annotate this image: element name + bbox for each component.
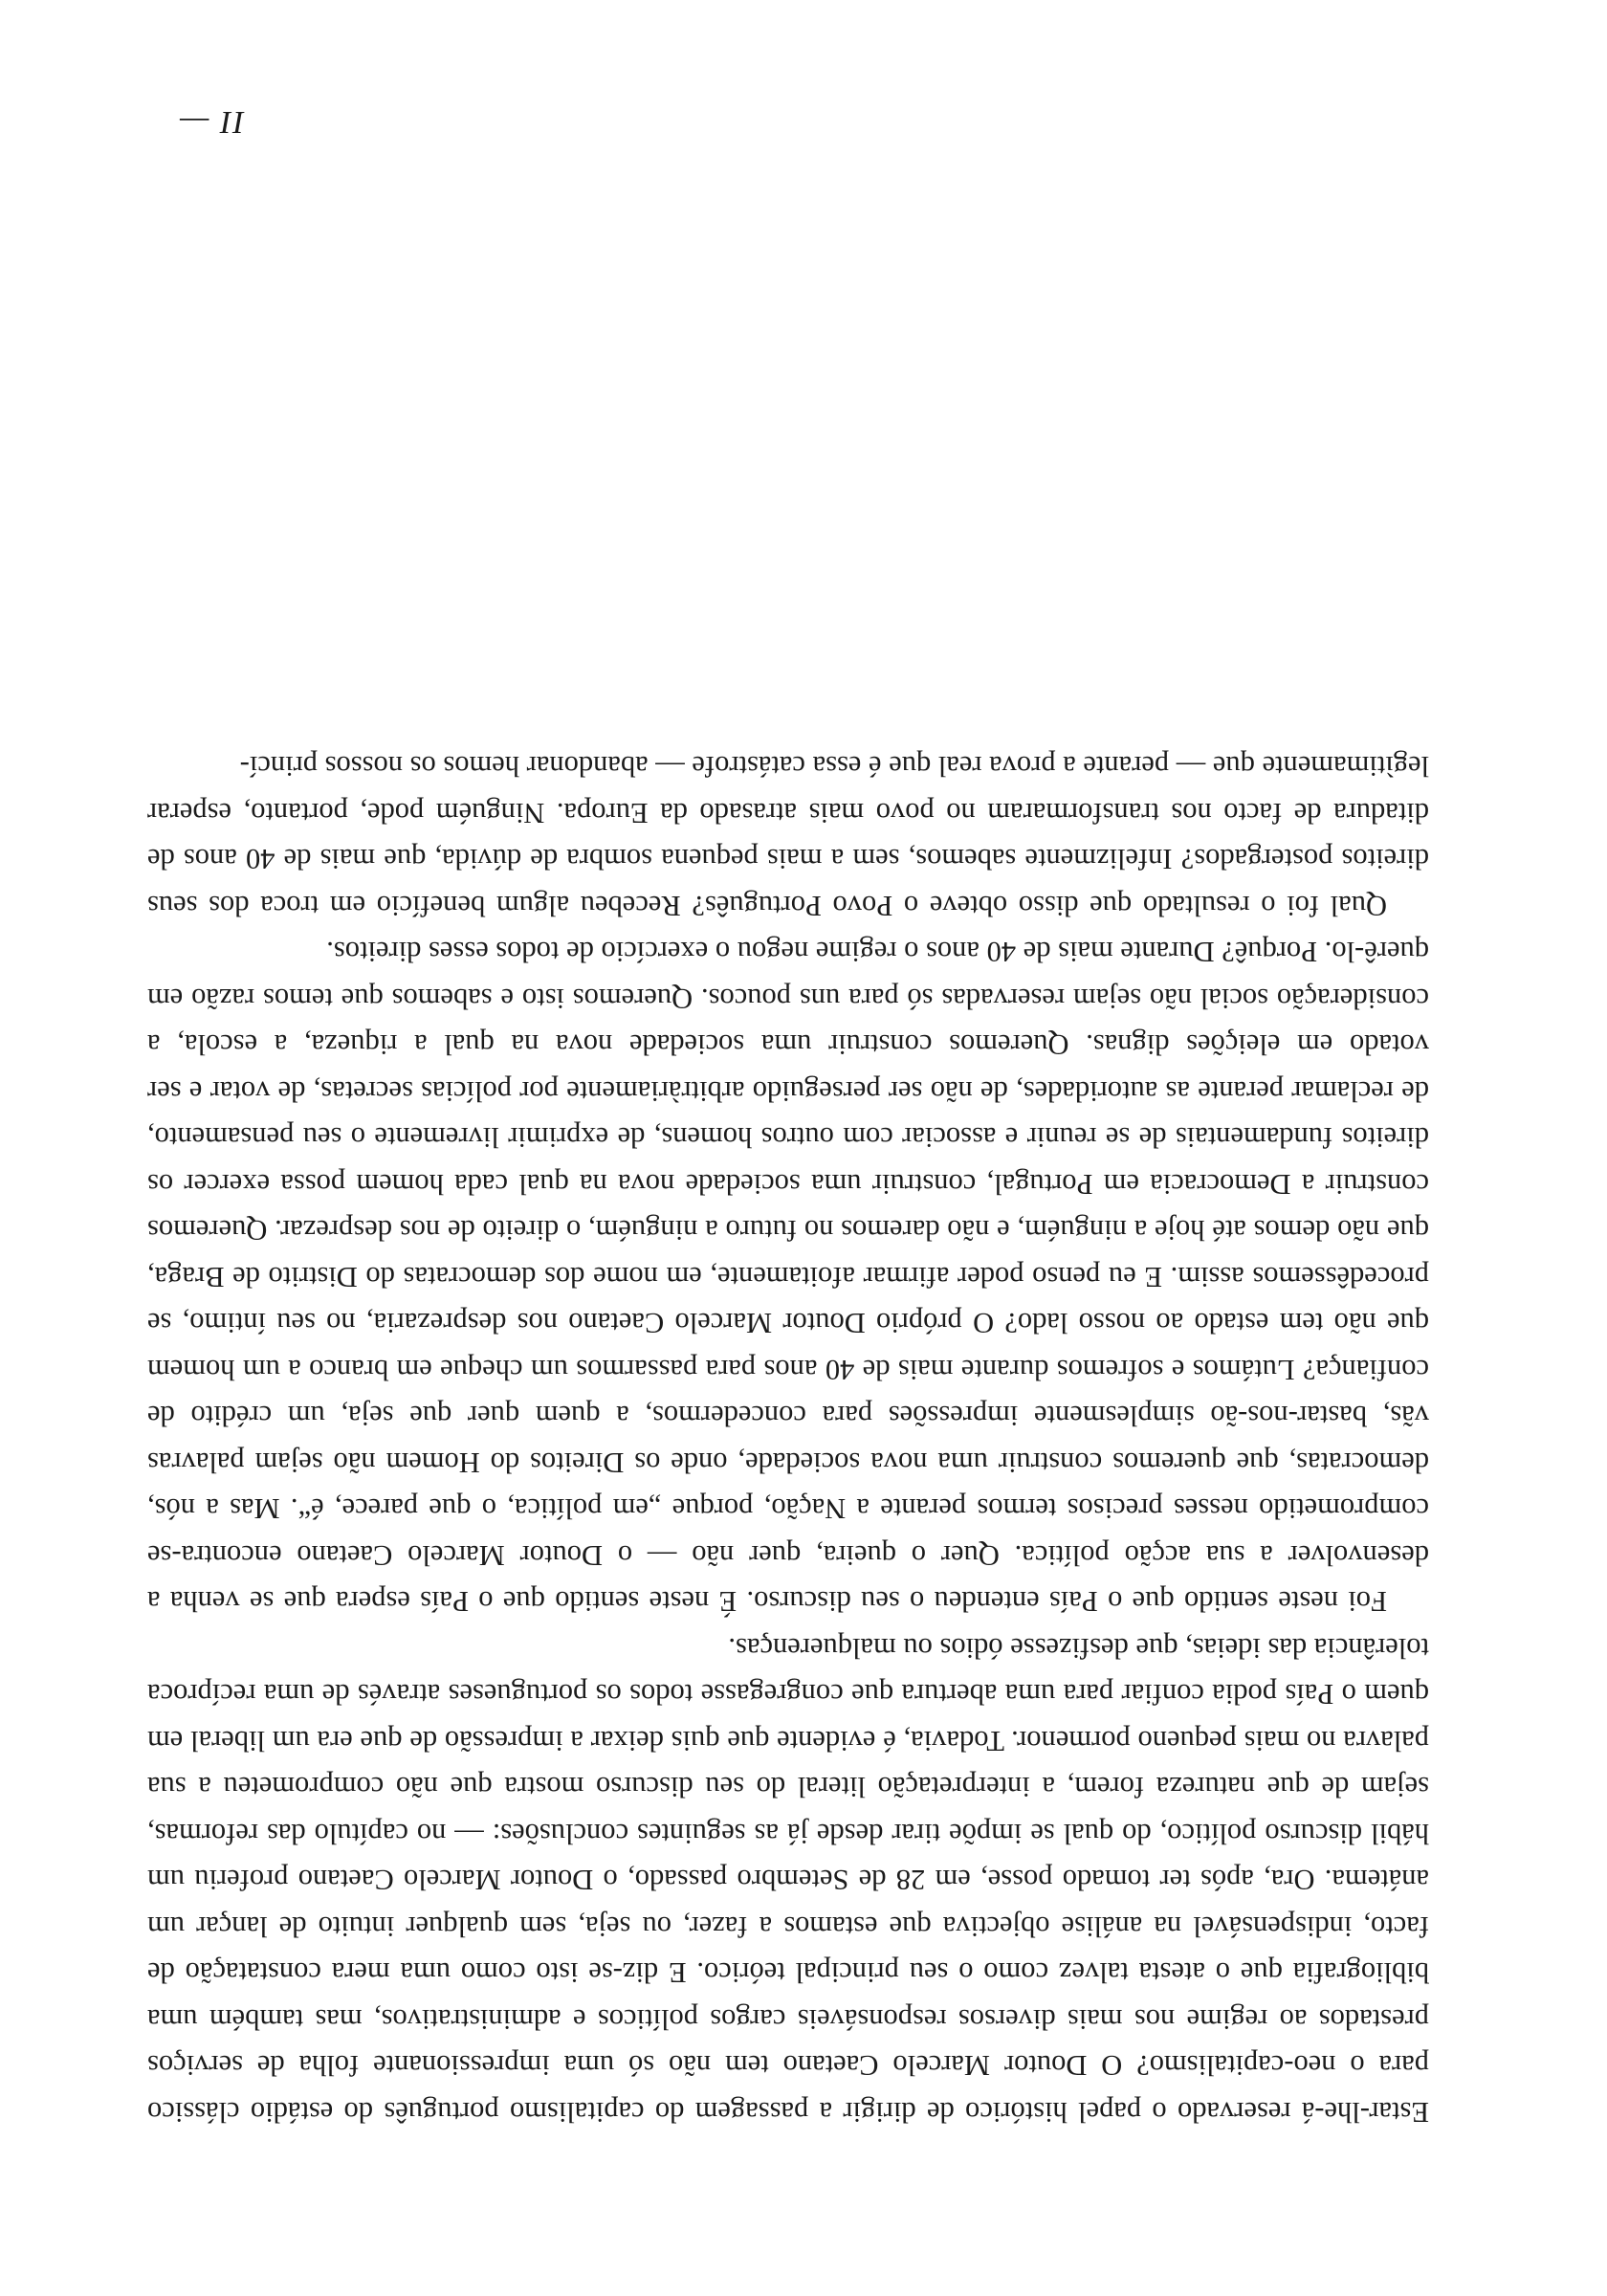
paragraph-1: Estar-lhe-á reservado o papel histórico de dirigir a passagem do capitalismo português do estádio clássico para o neo-capitalismo? O Doutor Marcelo Caetano tem não só uma impressionante folha de serviços prestados ao regime nos mais diversos responsáveis cargos políticos e administrativos, mas também uma bibliografia que o atesta talvez como o seu principal teórico. E diz-se isto como uma mera constatação de facto, indispensável na análise objectiva que estamos a fazer, ou seja, sem qualquer intuito de lançar um anátema. Ora, após ter tomado posse, em 28 de Setembro passado, o Doutor Marcelo Caetano proferiu um hábil discurso político, do qual se impõe tirar desde já as seguintes conclusões: — no capítulo das reformas, sejam de que natureza forem, a interpretação literal do seu discurso mostra que não comprometeu a sua palavra no mais pequeno pormenor. Todavia, é evidente que quis deixar a impressão de que era um liberal em quem o País podia confiar para uma abertura que congregasse todos os portugueses através de uma recíproca tolerância das ideias, que desfizesse ódios ou malquerenças. bbox=[147, 1632, 1429, 2129]
paragraph-2: Foi neste sentido que o País entendeu o seu discurso. É neste sentido que o País espera que se venha a desenvolver a sua acção política. Quer o queira, quer não — o Doutor Marcelo Caetano encontra-se comprometido nesses precisos termos perante a Nação, porque „em política, o que parece, é“. Mas a nós, democratas, que queremos construir uma nova sociedade, onde os Direitos do Homem não sejam palavras vãs, bastar-nos-ão simplesmente impressões para concedermos, a quem quer que seja, um crédito de confiança? Lutámos e sofremos durante mais de 40 anos para passarmos um cheque em branco a um homem que não tem estado ao nosso lado? O próprio Doutor Marcelo Caetano nos desprezaria, no seu íntimo, se procedêssemos assim. E eu penso poder afirmar afoitamente, em nome dos democratas do Distrito de Braga, que não demos até hoje a ninguém, e não daremos no futuro a ninguém, o direito de nos desprezar. Queremos construir a Democracia em Portugal, construir uma sociedade nova na qual cada homem possa exercer os direitos fundamentais de se reunir e associar com outros homens, de exprimir livremente o seu pensamento, de reclamar perante as autoridades, de não ser perseguido arbitràriamente por polícias secretas, de votar e ser votado em eleições dignas. Queremos construir uma sociedade nova na qual a riqueza, a escola, a consideração social não sejam reservadas só para uns poucos. Queremos isto e sabemos que temos razão em querê-lo. Porquê? Durante mais de 40 anos o regime negou o exercício de todos esses direitos. bbox=[147, 936, 1429, 1619]
paragraph-3: Qual foi o resultado que disso obteve o Povo Português? Recebeu algum benefício em troca dos seus direitos postergados? Infelizmente sabemos, sem a mais pequena sombra de dúvida, que mais de 40 anos de ditadura de facto nos transformaram no povo mais atrasado da Europa. Ninguém pode, portanto, esperar legìtimamente que — perante a prova real que é essa catástrofe — abandonar hemos os nossos princí- bbox=[147, 750, 1429, 922]
body-text bbox=[147, 743, 1429, 2135]
page-number: II — bbox=[178, 104, 245, 140]
